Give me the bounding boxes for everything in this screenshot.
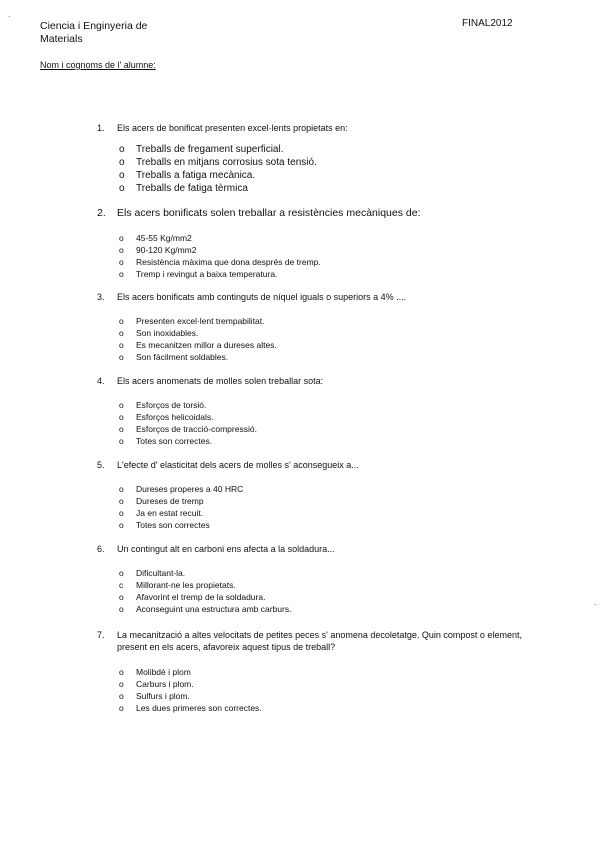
answer-options: [119, 483, 557, 531]
option-text: Resistència màxima que dona després de tremp.: [136, 257, 321, 267]
question-number: 1.: [97, 123, 105, 133]
option-bullet: o: [119, 508, 124, 518]
option-bullet: c: [119, 580, 124, 590]
answer-option[interactable]: [119, 702, 557, 714]
answer-option[interactable]: [119, 244, 557, 256]
option-bullet: o: [119, 328, 124, 338]
course-title-line2: Materials: [40, 33, 83, 45]
question-stem: [97, 122, 557, 134]
option-bullet: o: [119, 679, 124, 689]
answer-option[interactable]: [119, 411, 557, 423]
question-number: 2.: [97, 207, 106, 219]
answer-option[interactable]: [119, 435, 557, 447]
option-text: Ja en estat recuit.: [136, 508, 204, 518]
answer-option[interactable]: [119, 182, 557, 195]
option-bullet: o: [119, 703, 124, 713]
answer-option[interactable]: [119, 483, 557, 495]
question-6: [97, 543, 557, 615]
answer-option[interactable]: [119, 256, 557, 268]
question-3: [97, 291, 557, 363]
answer-option[interactable]: [119, 591, 557, 603]
question-text: L'efecte d' elasticitat dels acers de molles s' aconsegueix a...: [117, 460, 359, 470]
answer-option[interactable]: [119, 399, 557, 411]
option-text: Esforços de torsió.: [136, 400, 207, 410]
question-stem: [97, 375, 557, 387]
option-text: Treballs a fatiga mecànica.: [136, 170, 256, 181]
answer-options: [119, 143, 557, 195]
question-1: [97, 122, 557, 195]
answer-option[interactable]: [119, 351, 557, 363]
answer-option[interactable]: [119, 169, 557, 182]
question-text: Els acers de bonificat presenten excel·lents propietats en:: [117, 123, 348, 133]
question-text: Un contingut alt en carboni ens afecta a la soldadura...: [117, 544, 335, 554]
option-bullet: o: [119, 257, 124, 267]
student-name-label: Nom i cognoms de l' alumne:: [40, 60, 156, 70]
answer-option[interactable]: [119, 315, 557, 327]
option-bullet: o: [119, 157, 125, 168]
answer-options: [119, 567, 557, 615]
course-title-line1: Ciencia i Enginyeria de: [40, 20, 148, 32]
question-number: 3.: [97, 292, 105, 302]
option-bullet: o: [119, 144, 125, 155]
answer-option[interactable]: [119, 268, 557, 280]
option-text: Dificultant-la.: [136, 568, 186, 578]
option-text: Treballs en mitjans corrosius sota tensió.: [136, 157, 317, 168]
option-bullet: o: [119, 400, 124, 410]
answer-option[interactable]: [119, 678, 557, 690]
question-stem: [97, 291, 557, 303]
answer-option[interactable]: [119, 495, 557, 507]
answer-option[interactable]: [119, 567, 557, 579]
answer-option[interactable]: [119, 156, 557, 169]
option-bullet: o: [119, 340, 124, 350]
option-text: Les dues primeres son correctes.: [136, 703, 262, 713]
option-text: Presenten excel·lent trempabilitat.: [136, 316, 265, 326]
question-stem: [97, 543, 557, 555]
option-bullet: o: [119, 183, 125, 194]
question-number: 5.: [97, 460, 105, 470]
option-bullet: o: [119, 352, 124, 362]
option-text: Sulfurs i plom.: [136, 691, 190, 701]
option-bullet: o: [119, 316, 124, 326]
option-bullet: o: [119, 424, 124, 434]
option-text: Treballs de fatiga tèrmica: [136, 183, 248, 194]
option-bullet: o: [119, 170, 125, 181]
question-number: 4.: [97, 376, 105, 386]
answer-option[interactable]: [119, 666, 557, 678]
option-bullet: o: [119, 233, 124, 243]
option-text: Afavorint el tremp de la soldadura.: [136, 592, 266, 602]
option-text: Son fàcilment soldables.: [136, 352, 229, 362]
option-text: Totes son correctes: [136, 520, 210, 530]
option-text: Millorant-ne les propietats.: [136, 580, 236, 590]
question-text: Els acers bonificats amb continguts de níquel iguals o superiors a 4% ....: [117, 292, 407, 302]
option-bullet: o: [119, 667, 124, 677]
option-bullet: o: [119, 436, 124, 446]
exam-name: FINAL2012: [462, 18, 513, 29]
option-text: Treballs de fregament superficial.: [136, 144, 284, 155]
option-text: Tremp i revingut a baixa temperatura.: [136, 269, 278, 279]
question-number: 6.: [97, 544, 105, 554]
option-text: Carburs i plom.: [136, 679, 194, 689]
option-text: Esforços de tracció-compressió.: [136, 424, 257, 434]
scan-dot-mark: ·: [8, 12, 11, 21]
answer-option[interactable]: [119, 423, 557, 435]
answer-options: [119, 315, 557, 363]
answer-options: [119, 232, 557, 280]
question-stem: [97, 459, 557, 471]
question-stem: [97, 629, 557, 653]
option-text: Son inoxidables.: [136, 328, 199, 338]
answer-options: [119, 666, 557, 714]
question-number: 7.: [97, 630, 105, 640]
option-text: Esforços helicoidals.: [136, 412, 214, 422]
answer-option[interactable]: [119, 327, 557, 339]
answer-options: [119, 399, 557, 447]
question-stem: [97, 207, 557, 220]
answer-option[interactable]: [119, 339, 557, 351]
answer-option[interactable]: [119, 690, 557, 702]
option-text: Molibdè i plom: [136, 667, 191, 677]
question-4: [97, 375, 557, 447]
answer-option[interactable]: [119, 232, 557, 244]
answer-option[interactable]: [119, 579, 557, 591]
option-text: Dureses de tremp: [136, 496, 204, 506]
scan-dot-mark: ·: [594, 600, 597, 609]
option-bullet: o: [119, 568, 124, 578]
option-text: Es mecanitzen millor a dureses altes.: [136, 340, 277, 350]
question-2: [97, 207, 557, 280]
answer-option[interactable]: [119, 603, 557, 615]
answer-option[interactable]: [119, 507, 557, 519]
option-bullet: o: [119, 604, 124, 614]
option-bullet: o: [119, 412, 124, 422]
answer-option[interactable]: [119, 143, 557, 156]
option-bullet: o: [119, 245, 124, 255]
option-bullet: o: [119, 520, 124, 530]
option-bullet: o: [119, 592, 124, 602]
option-text: Dureses properes a 40 HRC: [136, 484, 244, 494]
option-text: Totes son correctes.: [136, 436, 213, 446]
question-7: [97, 629, 557, 714]
option-bullet: o: [119, 484, 124, 494]
question-5: [97, 459, 557, 531]
option-text: 45-55 Kg/mm2: [136, 233, 192, 243]
option-text: 90-120 Kg/mm2: [136, 245, 197, 255]
option-bullet: o: [119, 496, 124, 506]
question-text: Els acers bonificats solen treballar a resistències mecàniques de:: [117, 207, 421, 219]
option-bullet: o: [119, 269, 124, 279]
option-text: Aconseguint una estructura amb carburs.: [136, 604, 292, 614]
question-text: La mecanització a altes velocitats de petites peces s' anomena decoletatge. Quin compost o element, present en els acers, afavoreix aquest tipus de treball?: [117, 630, 522, 652]
course-title: [40, 20, 210, 46]
question-text: Els acers anomenats de molles solen treballar sota:: [117, 376, 324, 386]
option-bullet: o: [119, 691, 124, 701]
answer-option[interactable]: [119, 519, 557, 531]
